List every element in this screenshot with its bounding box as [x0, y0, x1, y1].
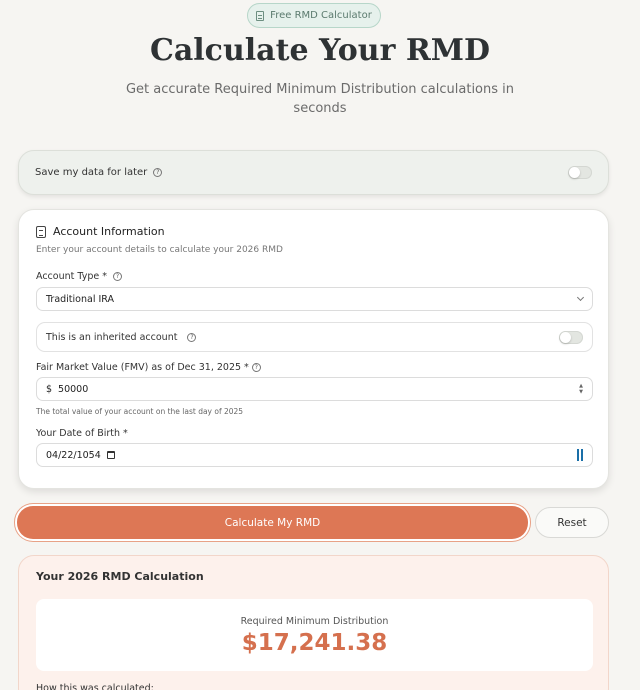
- dob-value: 04/22/1054: [46, 449, 101, 461]
- inherited-label: This is an inherited account: [46, 331, 178, 343]
- rmd-result-card: [18, 555, 609, 690]
- account-card-title: Account Information: [53, 225, 165, 238]
- save-data-toggle[interactable]: [568, 166, 592, 179]
- save-data-card: [18, 150, 609, 195]
- help-icon[interactable]: ?: [113, 272, 122, 281]
- account-type-select[interactable]: [36, 287, 593, 311]
- fmv-hint: The total value of your account on the last day of 2025: [36, 407, 244, 416]
- inherited-toggle[interactable]: [559, 331, 583, 344]
- reset-button[interactable]: Reset: [535, 507, 609, 538]
- calculation-explanation-heading: How this was calculated:: [36, 683, 154, 690]
- help-icon[interactable]: ?: [187, 333, 196, 342]
- chevron-down-icon: [577, 294, 584, 301]
- document-icon: [256, 11, 264, 21]
- save-data-label: Save my data for later: [35, 167, 148, 178]
- account-type-label: [36, 271, 122, 282]
- fmv-value: 50000: [58, 383, 89, 395]
- rmd-value: $17,241.38: [241, 630, 388, 656]
- fmv-label: [36, 362, 261, 373]
- account-card-header: [36, 225, 165, 238]
- account-card-description: Enter your account details to calculate your 2026 RMD: [36, 245, 283, 255]
- account-type-label-text: Account Type *: [36, 271, 107, 282]
- fmv-input[interactable]: [36, 377, 593, 401]
- number-stepper-icon[interactable]: ▲ ▼: [579, 382, 583, 395]
- clipboard-icon: [36, 226, 46, 238]
- calendar-icon[interactable]: [107, 451, 115, 459]
- page-subtitle: Get accurate Required Minimum Distribution calculations in seconds: [125, 82, 515, 116]
- rmd-label: Required Minimum Distribution: [240, 616, 389, 627]
- fmv-label-text: Fair Market Value (FMV) as of Dec 31, 2025 *: [36, 362, 249, 373]
- currency-symbol: $: [46, 383, 53, 395]
- page-title: Calculate Your RMD: [149, 33, 491, 68]
- inherited-account-row: [36, 322, 593, 352]
- help-icon[interactable]: ?: [153, 168, 162, 177]
- account-type-value: Traditional IRA: [46, 293, 114, 305]
- account-information-card: [18, 209, 609, 489]
- help-icon[interactable]: ?: [252, 363, 261, 372]
- badge-label: Free RMD Calculator: [270, 10, 372, 21]
- calculate-button[interactable]: Calculate My RMD: [17, 506, 528, 539]
- rmd-summary-box: [36, 599, 593, 671]
- extension-icon: [577, 449, 583, 461]
- dob-input[interactable]: [36, 443, 593, 467]
- free-rmd-badge: [247, 3, 381, 28]
- dob-label: Your Date of Birth *: [36, 428, 128, 439]
- result-title: Your 2026 RMD Calculation: [36, 570, 204, 583]
